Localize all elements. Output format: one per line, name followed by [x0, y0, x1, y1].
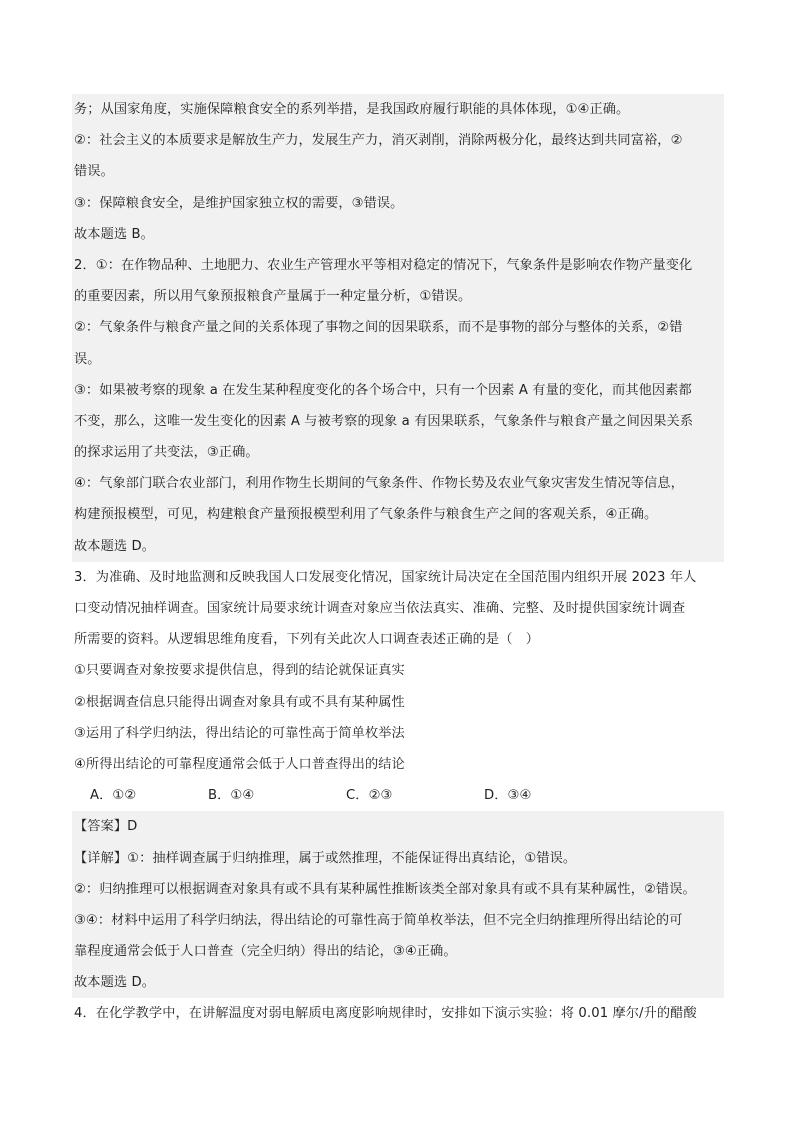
- text-line: ②：气象条件与粮食产量之间的关系体现了事物之间的因果联系，而不是事物的部分与整体的关系，②错: [72, 312, 724, 343]
- option-statement: ①只要调查对象按要求提供信息，得到的结论就保证真实: [74, 663, 405, 679]
- text-line: ②：社会主义的本质要求是解放生产力，发展生产力，消灭剥削，消除两极分化，最终达到共同富裕，②: [72, 125, 724, 156]
- choice-a: A．①②: [90, 788, 137, 804]
- answer-label: 【答案】D: [72, 811, 724, 842]
- choice-b: B．①④: [208, 788, 255, 804]
- option-statement: ③运用了科学归纳法，得出结论的可靠性高于简单枚举法: [74, 725, 405, 741]
- text-line: 故本题选 D。: [72, 531, 724, 562]
- text-line: 错误。: [72, 156, 724, 187]
- question-line: 所需要的资料。从逻辑思维角度看，下列有关此次人口调查表述正确的是（ ）: [74, 632, 540, 648]
- text-line: ③：保障粮食安全，是维护国家独立权的需要，③错误。: [72, 188, 724, 219]
- text-line: 的重要因素，所以用气象预报粮食产量属于一种定量分析，①错误。: [72, 281, 724, 312]
- choice-d: D．③④: [484, 788, 532, 804]
- question-line: 4．在化学教学中，在讲解温度对弱电解质电离度影响规律时，安排如下演示实验：将 0.01 摩尔/升的醋酸: [74, 1006, 697, 1022]
- text-line: 的探求运用了共变法，③正确。: [72, 437, 724, 468]
- question-line: 3．为准确、及时地监测和反映我国人口发展变化情况，国家统计局决定在全国范围内组织开展 2023 年人: [74, 569, 697, 585]
- text-line: 故本题选 B。: [72, 219, 724, 250]
- text-line: 误。: [72, 344, 724, 375]
- text-line: ③：如果被考察的现象 a 在发生某种程度变化的各个场合中，只有一个因素 A 有量的变化，而其他因素都: [72, 375, 724, 406]
- text-line: 2．①：在作物品种、土地肥力、农业生产管理水平等相对稳定的情况下，气象条件是影响农作物产量变化: [72, 250, 724, 281]
- text-line: 不变，那么，这唯一发生变化的因素 A 与被考察的现象 a 有因果联系，气象条件与粮食产量之间因果关系: [72, 406, 724, 437]
- answer-choices: [72, 780, 724, 811]
- text-line: ④：气象部门联合农业部门，利用作物生长期间的气象条件、作物长势及农业气象灾害发生情况等信息，: [72, 468, 724, 499]
- text-line: 构建预报模型，可见，构建粮食产量预报模型利用了气象条件与粮食生产之间的客观关系，④正确。: [72, 499, 724, 530]
- choice-c: C．②③: [346, 788, 393, 804]
- question-line: 口变动情况抽样调查。国家统计局要求统计调查对象应当依法真实、准确、完整、及时提供国家统计调查: [74, 601, 686, 616]
- text-line: 务；从国家角度，实施保障粮食安全的系列举措，是我国政府履行职能的具体体现，①④正确。: [72, 94, 724, 125]
- explanation-line: ②：归纳推理可以根据调查对象具有或不具有某种属性推断该类全部对象具有或不具有某种属性，②错误。: [72, 874, 724, 905]
- explanation-line: 【详解】①：抽样调查属于归纳推理，属于或然推理，不能保证得出真结论，①错误。: [72, 843, 724, 874]
- explanation-line: 靠程度通常会低于人口普查（完全归纳）得出的结论，③④正确。: [72, 936, 724, 967]
- explanation-line: 故本题选 D。: [72, 967, 724, 998]
- explanation-line: ③④：材料中运用了科学归纳法，得出结论的可靠性高于简单枚举法，但不完全归纳推理所得出结论的可: [72, 905, 724, 936]
- option-statement: ②根据调查信息只能得出调查对象具有或不具有某种属性: [74, 694, 405, 710]
- option-statement: ④所得出结论的可靠程度通常会低于人口普查得出的结论: [74, 756, 405, 772]
- document-page: [72, 94, 724, 1030]
